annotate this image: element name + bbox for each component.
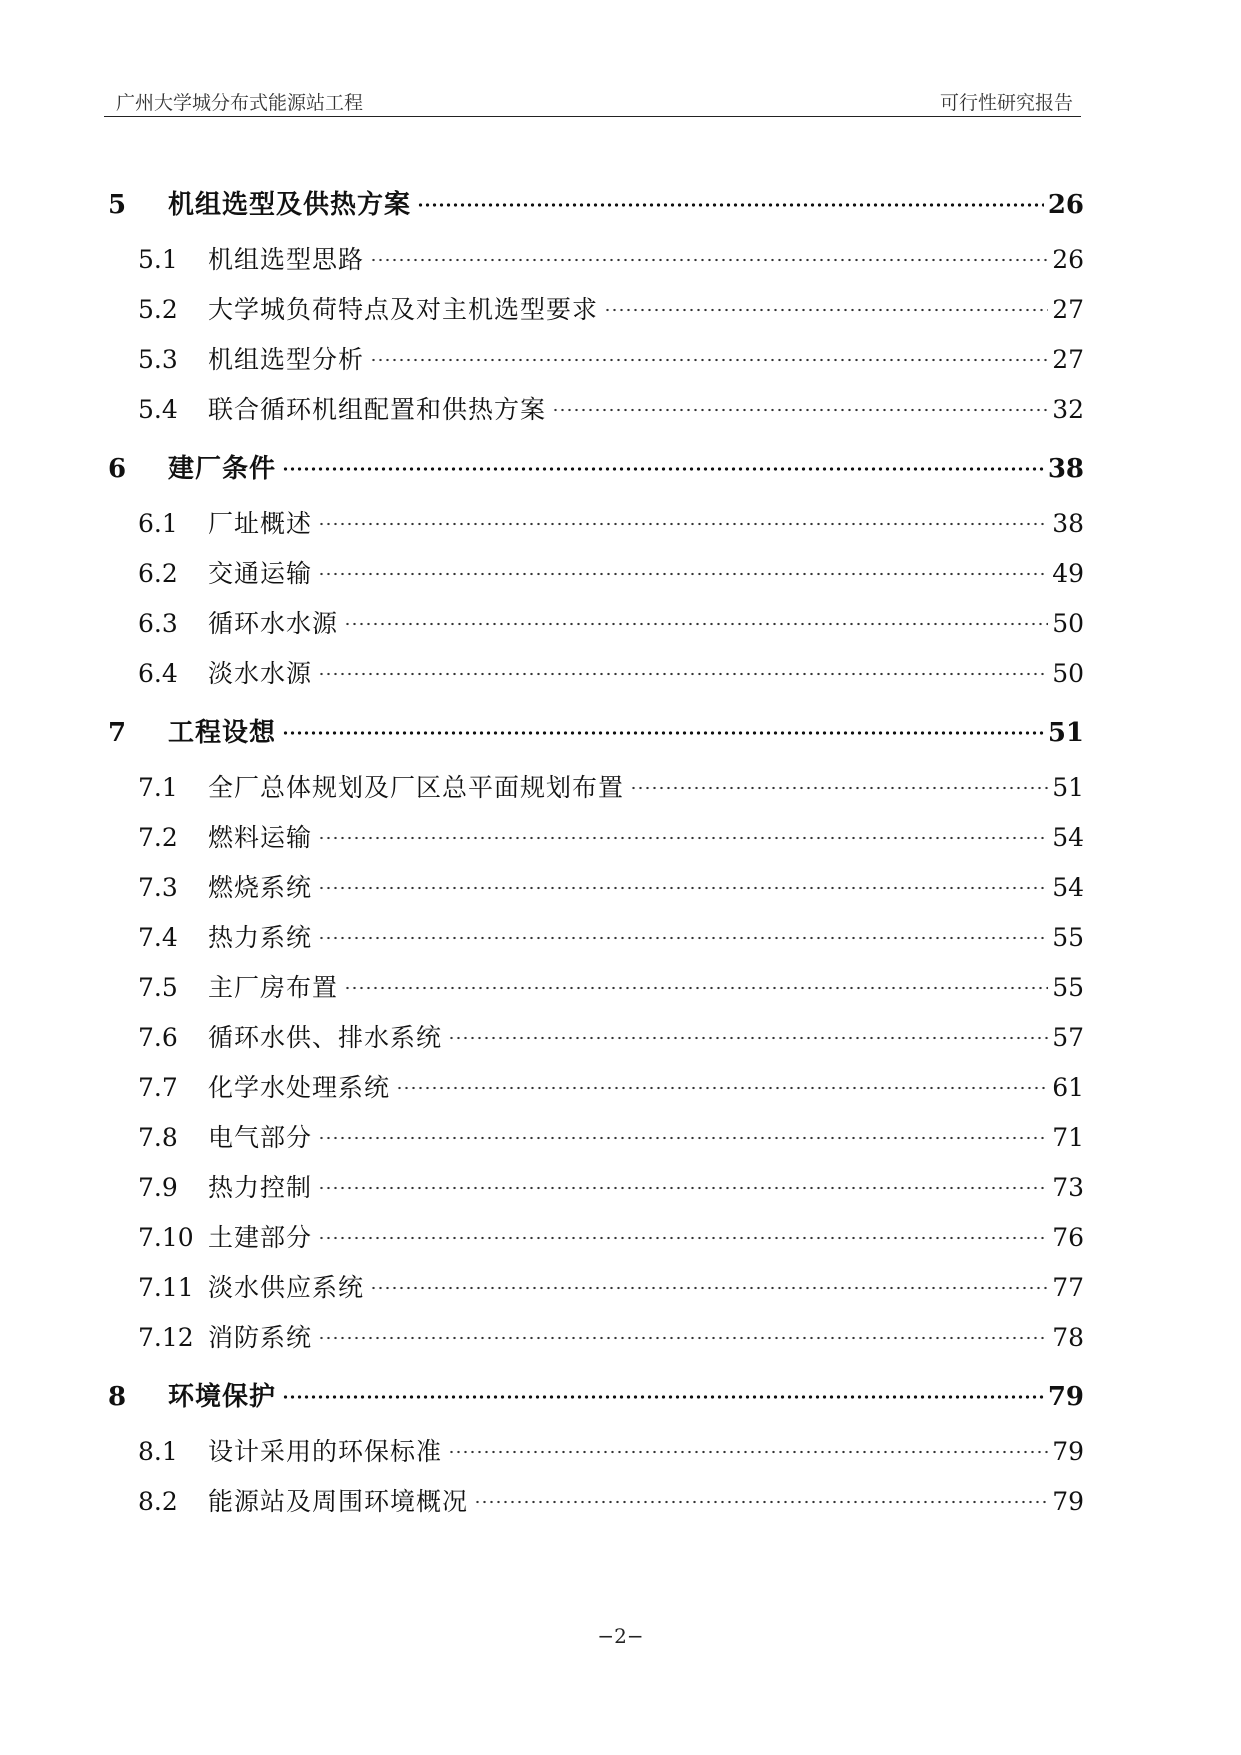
toc-entry-page: 32 [1052,395,1084,424]
toc-entry-title: 交通运输 [208,559,313,588]
toc-dot-leader [630,786,1048,790]
toc-dot-leader [552,408,1048,412]
toc-entry-title: 主厂房布置 [208,973,339,1002]
toc-entry-number: 7.10 [138,1223,194,1252]
toc-entry-number: 6.4 [138,659,178,688]
toc-chapter-entry[interactable] [108,1376,1084,1426]
toc-entry-title: 淡水水源 [208,659,313,688]
toc-entry-title: 全厂总体规划及厂区总平面规划布置 [208,773,625,802]
toc-dot-leader [318,572,1048,576]
toc-dot-leader [474,1500,1048,1504]
toc-entry-page: 54 [1052,823,1084,852]
toc-dot-leader [318,1236,1048,1240]
toc-dot-leader [282,1395,1044,1399]
toc-dot-leader [448,1036,1048,1040]
toc-entry-title: 厂址概述 [208,509,313,538]
header-project-title: 广州大学城分布式能源站工程 [116,92,364,114]
toc-entry-title: 能源站及周围环境概况 [208,1487,469,1516]
toc-entry-title: 循环水供、排水系统 [208,1023,443,1052]
toc-entry-title: 热力系统 [208,923,313,952]
toc-entry-title: 热力控制 [208,1173,313,1202]
toc-dot-leader [318,1186,1048,1190]
toc-section-entry[interactable] [108,1068,1084,1118]
toc-entry-title: 消防系统 [208,1323,313,1352]
toc-dot-leader [448,1450,1048,1454]
toc-section-entry[interactable] [108,1218,1084,1268]
toc-entry-number: 5.3 [138,345,178,374]
toc-entry-number: 7.8 [138,1123,178,1152]
toc-section-entry[interactable] [108,868,1084,918]
toc-entry-number: 5.1 [138,245,178,274]
toc-entry-page: 26 [1052,245,1084,274]
toc-dot-leader [396,1086,1048,1090]
toc-entry-title: 循环水水源 [208,609,339,638]
toc-section-entry[interactable] [108,968,1084,1018]
toc-entry-page: 55 [1052,973,1084,1002]
toc-entry-number: 6 [108,454,127,484]
toc-dot-leader [370,358,1048,362]
toc-entry-number: 6.1 [138,509,178,538]
toc-entry-page: 38 [1047,454,1084,484]
toc-dot-leader [344,622,1048,626]
toc-entry-title: 电气部分 [208,1123,313,1152]
toc-entry-page: 57 [1052,1023,1084,1052]
toc-chapter-entry[interactable] [108,448,1084,498]
toc-dot-leader [370,1286,1048,1290]
toc-section-entry[interactable] [108,554,1084,604]
toc-dot-leader [417,203,1044,207]
toc-entry-title: 化学水处理系统 [208,1073,391,1102]
toc-entry-number: 5 [108,190,127,220]
toc-entry-title: 土建部分 [208,1223,313,1252]
toc-section-entry[interactable] [108,1432,1084,1482]
toc-entry-number: 5.4 [138,395,178,424]
toc-entry-number: 6.3 [138,609,178,638]
toc-entry-number: 7 [108,718,127,748]
toc-entry-number: 7.5 [138,973,178,1002]
toc-section-entry[interactable] [108,240,1084,290]
toc-chapter-entry[interactable] [108,184,1084,234]
toc-entry-number: 8 [108,1382,127,1412]
toc-entry-page: 61 [1052,1073,1084,1102]
toc-section-entry[interactable] [108,1318,1084,1368]
toc-section-entry[interactable] [108,1118,1084,1168]
toc-entry-number: 7.9 [138,1173,178,1202]
toc-entry-page: 38 [1052,509,1084,538]
toc-entry-title: 燃烧系统 [208,873,313,902]
toc-entry-number: 5.2 [138,295,178,324]
toc-entry-number: 7.1 [138,773,178,802]
toc-entry-title: 设计采用的环保标准 [208,1437,443,1466]
toc-entry-number: 7.12 [138,1323,194,1352]
table-of-contents [108,184,1084,1532]
toc-entry-page: 51 [1047,718,1084,748]
toc-entry-number: 7.3 [138,873,178,902]
toc-section-entry[interactable] [108,340,1084,390]
toc-entry-title: 工程设想 [168,718,277,748]
toc-entry-number: 8.1 [138,1437,178,1466]
toc-entry-page: 49 [1052,559,1084,588]
page-header [104,86,1081,117]
toc-section-entry[interactable] [108,604,1084,654]
header-report-type: 可行性研究报告 [939,92,1073,114]
toc-entry-title: 大学城负荷特点及对主机选型要求 [208,295,599,324]
toc-dot-leader [318,1336,1048,1340]
toc-entry-page: 50 [1052,609,1084,638]
toc-entry-number: 7.4 [138,923,178,952]
toc-section-entry[interactable] [108,768,1084,818]
toc-entry-title: 机组选型及供热方案 [168,190,412,220]
toc-dot-leader [318,936,1048,940]
toc-entry-page: 55 [1052,923,1084,952]
toc-dot-leader [282,731,1044,735]
page-number: −2− [597,1624,644,1648]
toc-entry-page: 79 [1047,1382,1084,1412]
toc-section-entry[interactable] [108,818,1084,868]
toc-dot-leader [344,986,1048,990]
toc-dot-leader [282,467,1044,471]
toc-entry-page: 79 [1052,1487,1084,1516]
toc-entry-page: 73 [1052,1173,1084,1202]
toc-section-entry[interactable] [108,390,1084,440]
toc-entry-number: 7.6 [138,1023,178,1052]
toc-entry-page: 27 [1052,345,1084,374]
toc-entry-page: 77 [1052,1273,1084,1302]
toc-section-entry[interactable] [108,1268,1084,1318]
toc-dot-leader [604,308,1048,312]
toc-entry-number: 8.2 [138,1487,178,1516]
toc-dot-leader [318,672,1048,676]
toc-entry-page: 26 [1047,190,1084,220]
toc-entry-title: 联合循环机组配置和供热方案 [208,395,547,424]
toc-section-entry[interactable] [108,1018,1084,1068]
toc-entry-number: 6.2 [138,559,178,588]
toc-section-entry[interactable] [108,918,1084,968]
toc-section-entry[interactable] [108,1168,1084,1218]
toc-entry-page: 50 [1052,659,1084,688]
toc-entry-title: 机组选型思路 [208,245,365,274]
toc-section-entry[interactable] [108,1482,1084,1532]
toc-entry-page: 79 [1052,1437,1084,1466]
toc-dot-leader [318,836,1048,840]
toc-section-entry[interactable] [108,290,1084,340]
toc-section-entry[interactable] [108,504,1084,554]
toc-entry-title: 机组选型分析 [208,345,365,374]
toc-entry-page: 71 [1052,1123,1084,1152]
toc-entry-title: 淡水供应系统 [208,1273,365,1302]
toc-entry-title: 燃料运输 [208,823,313,852]
toc-entry-page: 51 [1052,773,1084,802]
toc-entry-page: 76 [1052,1223,1084,1252]
toc-entry-page: 54 [1052,873,1084,902]
toc-entry-number: 7.7 [138,1073,178,1102]
toc-entry-number: 7.11 [138,1273,194,1302]
toc-chapter-entry[interactable] [108,712,1084,762]
toc-entry-number: 7.2 [138,823,178,852]
toc-entry-page: 78 [1052,1323,1084,1352]
toc-dot-leader [370,258,1048,262]
toc-section-entry[interactable] [108,654,1084,704]
toc-dot-leader [318,886,1048,890]
toc-entry-page: 27 [1052,295,1084,324]
toc-dot-leader [318,522,1048,526]
toc-entry-title: 环境保护 [168,1382,277,1412]
toc-dot-leader [318,1136,1048,1140]
toc-entry-title: 建厂条件 [168,454,277,484]
